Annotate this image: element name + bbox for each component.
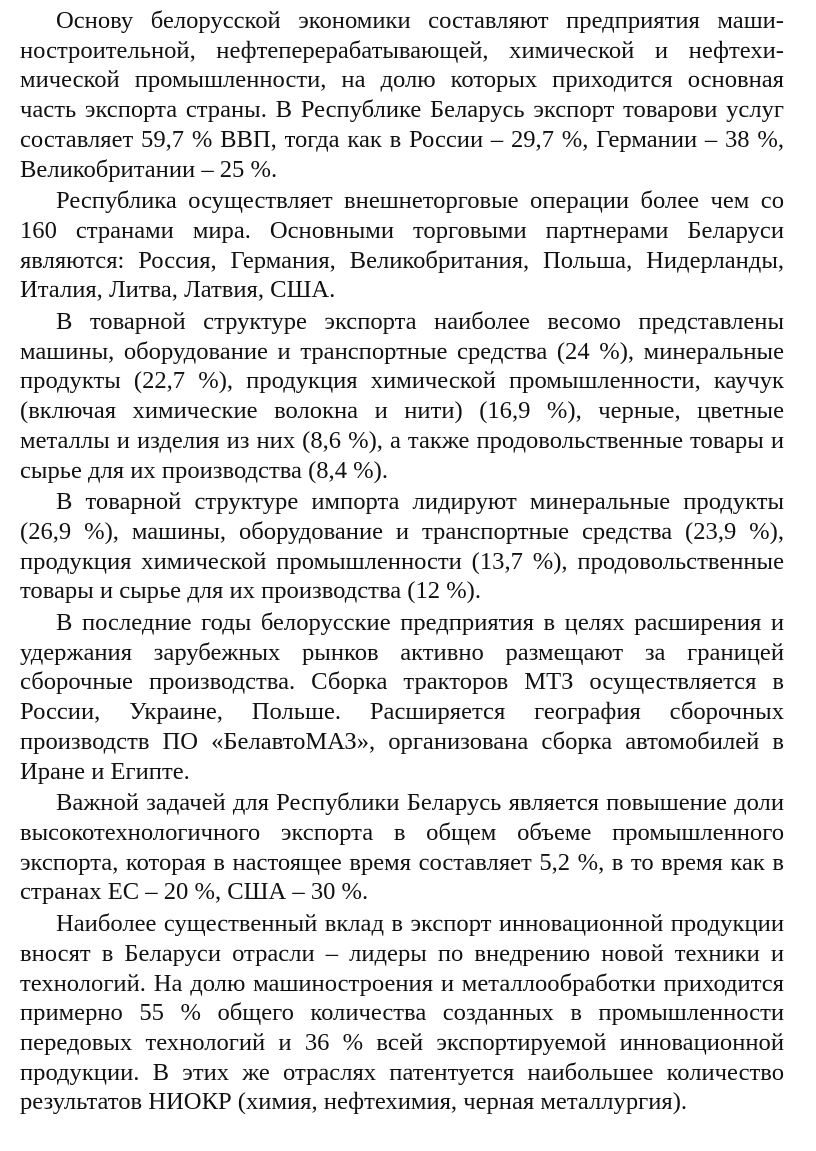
document-page (20, 6, 784, 1119)
paragraph-innovation-exports: Наиболее существенный вклад в экспорт инновационной продукции вносят в Беларуси отрасли – лидеры по внедрению новой техники и технологий. На долю машиностроения и металлообработки приходится примерно 55 % общего количества созданных в промышленности передовых технологий и 36 % всей экспортируемой инновационной продукции. В этих же отраслях патентуется наибольшее количество результатов НИОКР (химия, нефтехимия, черная металлургия). (20, 910, 784, 1116)
paragraph-economy-exports: Основу белорусской экономики составляют предприятия машиностроительной, нефтеперерабатывающей, химической и нефтехимической промышленности, на долю которых приходится основная часть экспорта страны. В Республике Беларусь экспорт товарови услуг составляет 59,7 % ВВП, тогда как в России – 29,7 %, Германии – 38 %, Великобритании – 25 %. (20, 7, 784, 183)
paragraph-assembly-abroad: В последние годы белорусские предприятия в целях расширения и удержания зарубежных рынков активно размещают за границей сборочные производства. Сборка тракторов МТЗ осуществляется в России, Украине, Польше. Расширяется география сборочных производств ПО «БелавтоМАЗ», организована сборка автомобилей в Иране и Египте. (20, 609, 784, 785)
paragraph-hightech-exports: Важной задачей для Республики Беларусь является повышение доли высокотехнологичного экспорта в общем объеме промышленного экспорта, которая в настоящее время составляет 5,2 %, в то время как в странах ЕС – 20 %, США – 30 %. (20, 789, 784, 906)
paragraph-import-structure: В товарной структуре импорта лидируют минеральные продукты (26,9 %), машины, оборудование и транспортные средства (23,9 %), продукция химической промышленности (13,7 %), продовольственные товары и сырье для их производства (12 %). (20, 488, 784, 605)
paragraph-export-structure: В товарной структуре экспорта наиболее весомо представлены машины, оборудование и транспортные средства (24 %), минеральные продукты (22,7 %), продукция химической промышленности, каучук (включая химические волокна и нити) (16,9 %), черные, цветные металлы и изделия из них (8,6 %), а также продовольственные товары и сырье для их производства (8,4 %). (20, 308, 784, 484)
paragraph-trade-partners: Республика осуществляет внешнеторговые операции более чем со 160 странами мира. Основными торговыми партнерами Беларуси являются: Россия, Германия, Великобритания, Польша, Нидерланды, Италия, Литва, Латвия, США. (20, 187, 784, 304)
